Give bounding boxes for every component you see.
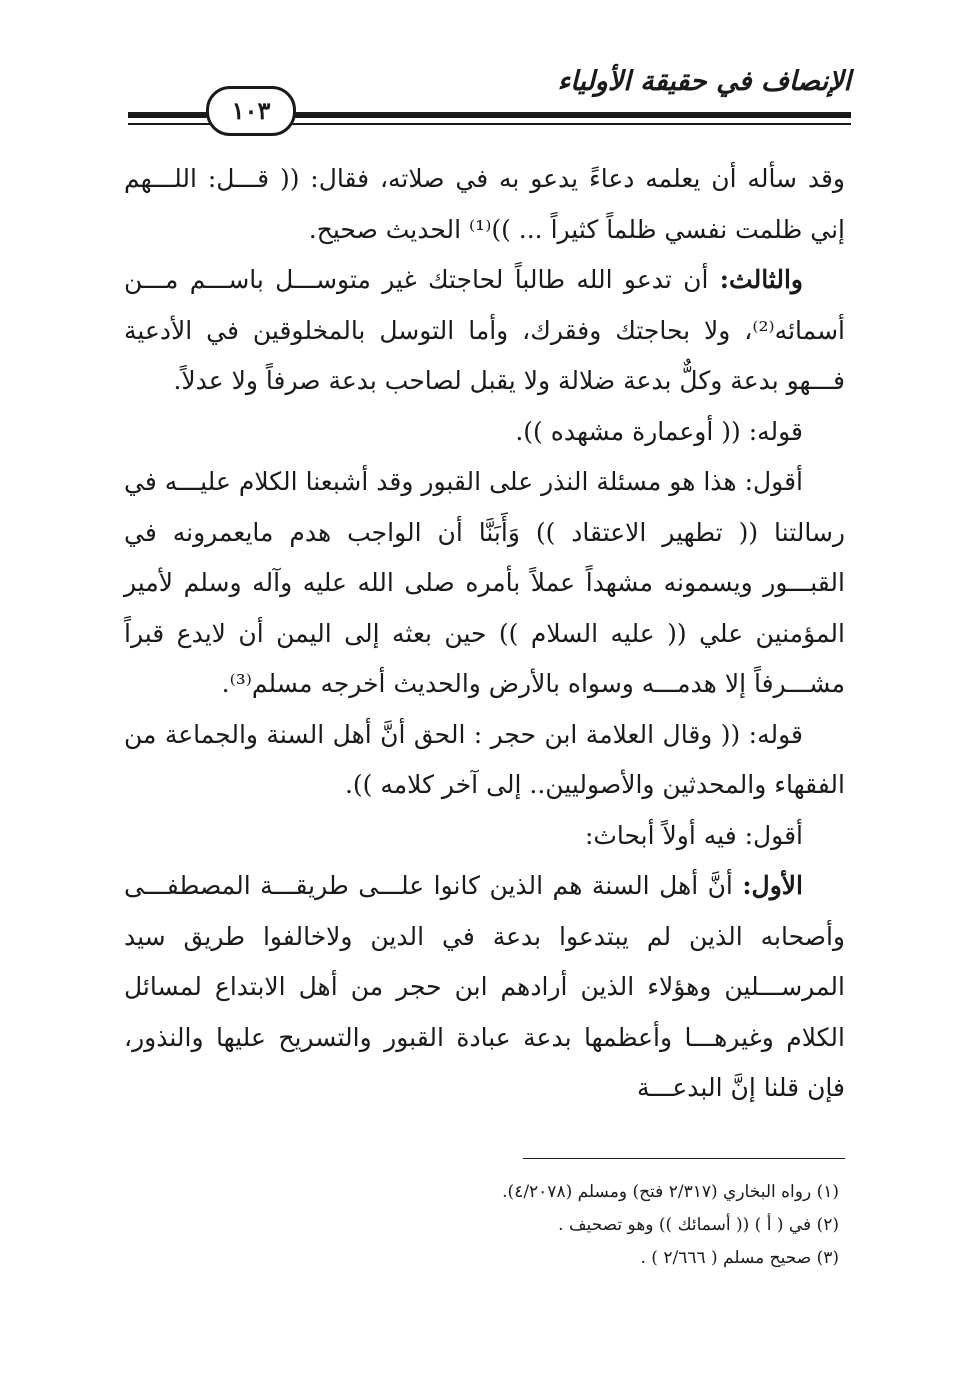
- footnote-2: (٢) في ( أ ) (( أسمائك )) وهو تصحيف .: [558, 1215, 839, 1235]
- paragraph-7: [124, 861, 845, 1114]
- body-text: [124, 154, 845, 1114]
- footnote-separator: [523, 1158, 845, 1159]
- paragraph-1: وقد سأله أن يعلمه دعاءً يدعو به في صلاته، فقال: (( قـــل: اللـــهم إني ظلمت نفسي ظلماً كثيراً ... ))⁽¹⁾ الحديث صحيح.: [124, 164, 845, 244]
- paragraph-7-lead: الأول:: [742, 871, 803, 900]
- paragraph-3: قوله: (( أوعمارة مشهده )).: [515, 416, 803, 446]
- paragraph-2: [124, 255, 845, 407]
- paragraph-6: أقول: فيه أولاً أبحاث:: [584, 820, 803, 850]
- page-number-badge: ١٠٣: [206, 86, 296, 136]
- footnotes: [124, 1176, 839, 1275]
- paragraph-2-text: أن تدعو الله طالباً لحاجتك غير متوســـل باســـم مـــن أسمائه⁽²⁾، ولا بحاجتك وفقرك، وأما التوسل بالمخلوقين في الأدعية فـــهو بدعة وكلٌّ بدعة ضلالة ولا يقبل لصاحب بدعة صرفاً ولا عدلاً.: [124, 265, 845, 395]
- footnote-3: (٣) صحيح مسلم ( ٢/٦٦٦ ) .: [640, 1248, 839, 1268]
- paragraph-7-text: أنَّ أهل السنة هم الذين كانوا علـــى طريقـــة المصطفـــى وأصحابه الذين لم يبتدعوا بدعة في الدين ولاخالفوا طريق سيد المرســـلين وهؤلاء الذين أرادهم ابن حجر من أهل الابتداع لمسائل الكلام وغيرهـــا وأعظمها بدعة عبادة القبور والتسريح عليها والنذور، فإن قلنا إنَّ البدعـــة: [124, 871, 845, 1102]
- footnote-1: (١) رواه البخاري (٢/٣١٧ فتح) ومسلم (٤/٢٠٧٨).: [502, 1182, 839, 1202]
- paragraph-2-lead: والثالث:: [719, 265, 803, 294]
- paragraph-5: قوله: (( وقال العلامة ابن حجر : الحق أنَّ أهل السنة والجماعة من الفقهاء والمحدثين والأصوليين.. إلى آخر كلامه )).: [124, 719, 845, 799]
- paragraph-4: أقول: هذا هو مسئلة النذر على القبور وقد أشبعنا الكلام عليـــه في رسالتنا (( تطهير الاعتقاد )) وَأَبَنَّا أن الواجب هدم مايعمرونه في القبـــور ويسمونه مشهداً عملاً بأمره صلى الله عليه وآله وسلم لأمير المؤمنين علي (( عليه السلام )) حين بعثه إلى اليمن أن لايدع قبراً مشـــرفاً إلا هدمـــه وسواه بالأرض والحديث أخرجه مسلم⁽³⁾.: [124, 467, 845, 698]
- running-title: الإنصاف في حقيقة الأولياء: [557, 66, 851, 97]
